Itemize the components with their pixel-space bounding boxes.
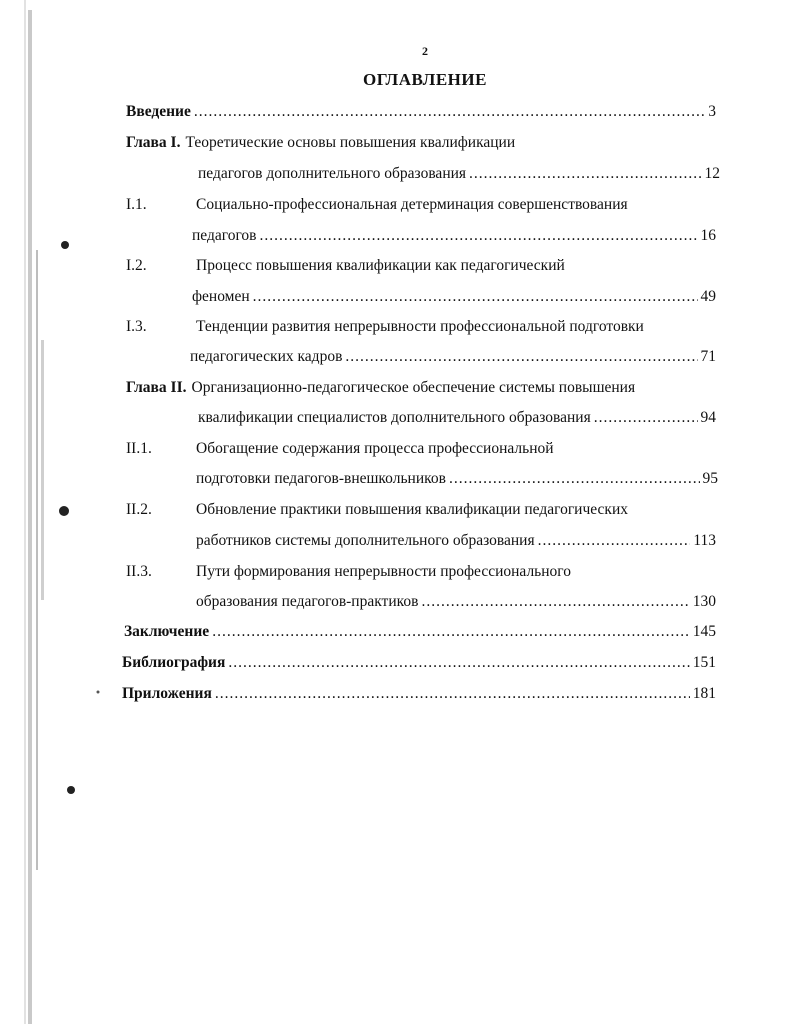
dot-leader bbox=[538, 531, 691, 551]
toc-entry-chapter-1-cont[interactable] bbox=[198, 164, 720, 184]
entry-title-line2: педагогов bbox=[192, 227, 257, 244]
entry-label: Введение bbox=[126, 103, 191, 120]
dot-leader bbox=[212, 622, 690, 642]
entry-title-line2: феномен bbox=[192, 288, 250, 305]
dot-leader bbox=[215, 684, 690, 704]
entry-title-line2: образования педагогов-практиков bbox=[196, 593, 419, 610]
section-number: II.1. bbox=[126, 440, 152, 457]
toc-entry-section-2-3-cont[interactable] bbox=[196, 592, 716, 612]
section-number: I.1. bbox=[126, 196, 147, 213]
toc-entry-section-1-2-cont[interactable] bbox=[192, 287, 716, 307]
toc-entry-section-1-2[interactable] bbox=[126, 256, 565, 276]
chapter-prefix: Глава I. bbox=[126, 134, 181, 151]
entry-title-line1: Социально-профессиональная детерминация совершенствования bbox=[196, 196, 628, 213]
entry-page: 16 bbox=[700, 227, 716, 244]
entry-label: Библиография bbox=[122, 654, 226, 671]
dot-leader bbox=[345, 347, 697, 367]
dot-leader bbox=[228, 653, 689, 673]
entry-page: 145 bbox=[692, 623, 716, 640]
entry-title-line1: Процесс повышения квалификации как педагогический bbox=[196, 257, 565, 274]
toc-entry-chapter-1[interactable] bbox=[126, 133, 515, 153]
entry-page: 113 bbox=[693, 532, 716, 549]
toc-entry-section-2-2[interactable] bbox=[126, 500, 628, 520]
section-number: II.2. bbox=[126, 501, 152, 518]
toc-entry-section-1-3[interactable] bbox=[126, 317, 644, 337]
scan-margin-marks bbox=[0, 0, 110, 1024]
entry-title-line1: Обновление практики повышения квалификации педагогических bbox=[196, 501, 628, 518]
dot-leader bbox=[260, 226, 698, 246]
entry-label: Заключение bbox=[124, 623, 210, 640]
entry-page: 95 bbox=[702, 470, 718, 487]
dot-leader bbox=[469, 164, 701, 184]
entry-title-line2: педагогов дополнительного образования bbox=[198, 165, 467, 182]
entry-title-line1: Пути формирования непрерывности профессионального bbox=[196, 563, 572, 580]
toc-entry-section-2-1[interactable] bbox=[126, 439, 554, 459]
dot-leader bbox=[594, 408, 698, 428]
page-number: 2 bbox=[422, 44, 428, 58]
section-number: I.2. bbox=[126, 257, 147, 274]
section-number: I.3. bbox=[126, 318, 147, 335]
entry-title-line1: Теоретические основы повышения квалификации bbox=[185, 134, 516, 151]
entry-title-line1: Тенденции развития непрерывности профессиональной подготовки bbox=[196, 318, 644, 335]
entry-page: 151 bbox=[692, 654, 716, 671]
toc-title: ОГЛАВЛЕНИЕ bbox=[363, 70, 487, 89]
entry-title-line2: подготовки педагогов-внешкольников bbox=[196, 470, 446, 487]
toc-entry-chapter-2[interactable] bbox=[126, 378, 635, 398]
entry-title-line1: Обогащение содержания процесса профессиональной bbox=[196, 440, 554, 457]
entry-page: 94 bbox=[700, 409, 716, 426]
toc-entry-intro[interactable] bbox=[126, 102, 716, 122]
toc-entry-conclusion[interactable] bbox=[124, 622, 716, 642]
entry-page: 71 bbox=[700, 348, 716, 365]
section-number: II.3. bbox=[126, 563, 152, 580]
dot-leader bbox=[421, 592, 689, 612]
dot-leader bbox=[449, 469, 700, 489]
entry-page: 49 bbox=[700, 288, 716, 305]
toc-entry-section-2-3[interactable] bbox=[126, 562, 571, 582]
entry-title-line1: Организационно-педагогическое обеспечение системы повышения bbox=[191, 379, 636, 396]
toc-entry-section-2-1-cont[interactable] bbox=[196, 469, 718, 489]
toc-entry-bibliography[interactable] bbox=[122, 653, 716, 673]
entry-page: 181 bbox=[692, 685, 716, 702]
entry-title-line2: работников системы дополнительного образования bbox=[196, 532, 535, 549]
toc-entry-section-1-3-cont[interactable] bbox=[190, 347, 716, 367]
toc-entry-appendices[interactable] bbox=[122, 684, 716, 704]
entry-label: Приложения bbox=[122, 685, 212, 702]
toc-entry-section-1-1-cont[interactable] bbox=[192, 226, 716, 246]
toc-entry-chapter-2-cont[interactable] bbox=[198, 408, 716, 428]
dot-leader bbox=[253, 287, 698, 307]
toc-entry-section-1-1[interactable] bbox=[126, 195, 628, 215]
entry-title-line2: педагогических кадров bbox=[190, 348, 343, 365]
toc-entry-section-2-2-cont[interactable] bbox=[196, 531, 716, 551]
chapter-prefix: Глава II. bbox=[126, 379, 187, 396]
entry-page: 130 bbox=[692, 593, 716, 610]
entry-title-line2: квалификации специалистов дополнительного образования bbox=[198, 409, 591, 426]
entry-page: 12 bbox=[704, 165, 720, 182]
entry-page: 3 bbox=[708, 103, 716, 120]
dot-leader bbox=[194, 102, 705, 122]
